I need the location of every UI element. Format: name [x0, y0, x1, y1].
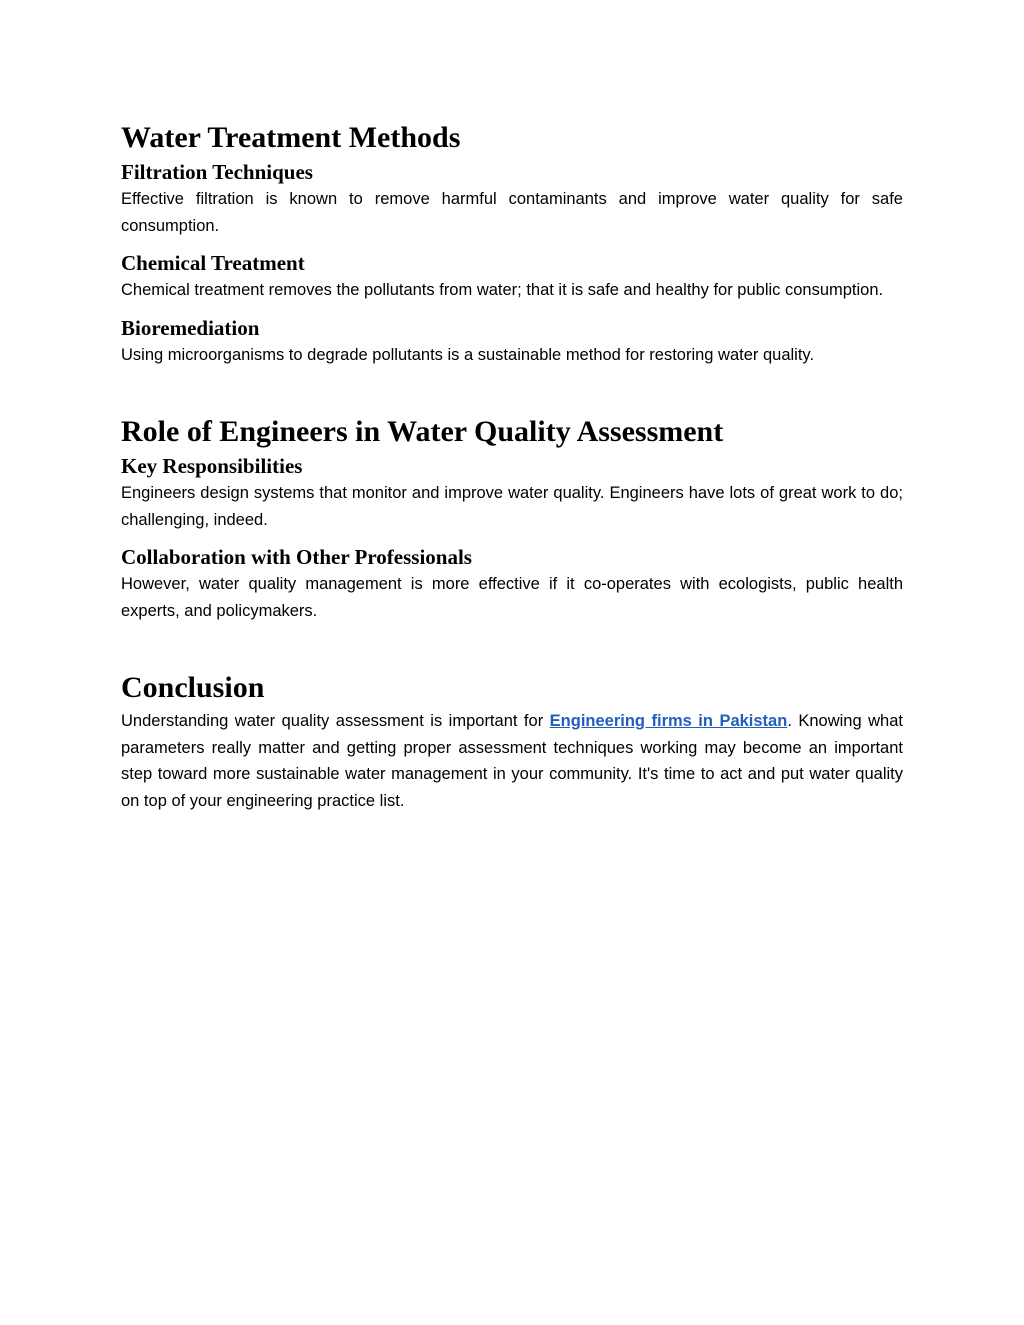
- paragraph-conclusion: [121, 708, 903, 814]
- paragraph-collaboration: However, water quality management is more effective if it co-operates with ecologists, public health experts, and policymakers.: [121, 575, 903, 620]
- subsection-heading-bioremediation: Bioremediation: [121, 315, 260, 340]
- section-title: Water Treatment Methods: [121, 121, 461, 154]
- engineering-firms-link[interactable]: Engineering firms in Pakistan: [549, 712, 788, 730]
- paragraph-chemical-treatment: Chemical treatment removes the pollutants from water; that it is safe and healthy for public consumption.: [121, 281, 884, 299]
- section-conclusion: [121, 668, 903, 814]
- section-water-treatment-methods: [121, 118, 903, 368]
- subsection-heading-key-responsibilities: Key Responsibilities: [121, 454, 303, 478]
- section-title: Conclusion: [121, 671, 265, 704]
- subsection-heading-chemical-treatment: Chemical Treatment: [121, 251, 305, 275]
- paragraph-filtration: Effective filtration is known to remove harmful contaminants and improve water quality for safe consumption.: [121, 190, 903, 235]
- paragraph-key-responsibilities: Engineers design systems that monitor and improve water quality. Engineers have lots of great work to do; challenging, indeed.: [121, 484, 903, 529]
- paragraph-bioremediation: Using microorganisms to degrade pollutants is a sustainable method for restoring water quality.: [121, 345, 815, 364]
- section-title: Role of Engineers in Water Quality Assessment: [121, 415, 724, 448]
- subsection-heading-filtration: Filtration Techniques: [121, 160, 313, 184]
- section-role-of-engineers: [121, 412, 903, 624]
- subsection-heading-collaboration: Collaboration with Other Professionals: [121, 545, 472, 569]
- conclusion-text-after-link: . Knowing what parameters really matter and getting proper assessment techniques working may become an important step toward more sustainable water management in your community. It's time to act and put water quality on top of your engineering practice list.: [121, 712, 903, 810]
- document-page: [121, 118, 903, 814]
- conclusion-text-before-link: Understanding water quality assessment is important for: [121, 712, 550, 730]
